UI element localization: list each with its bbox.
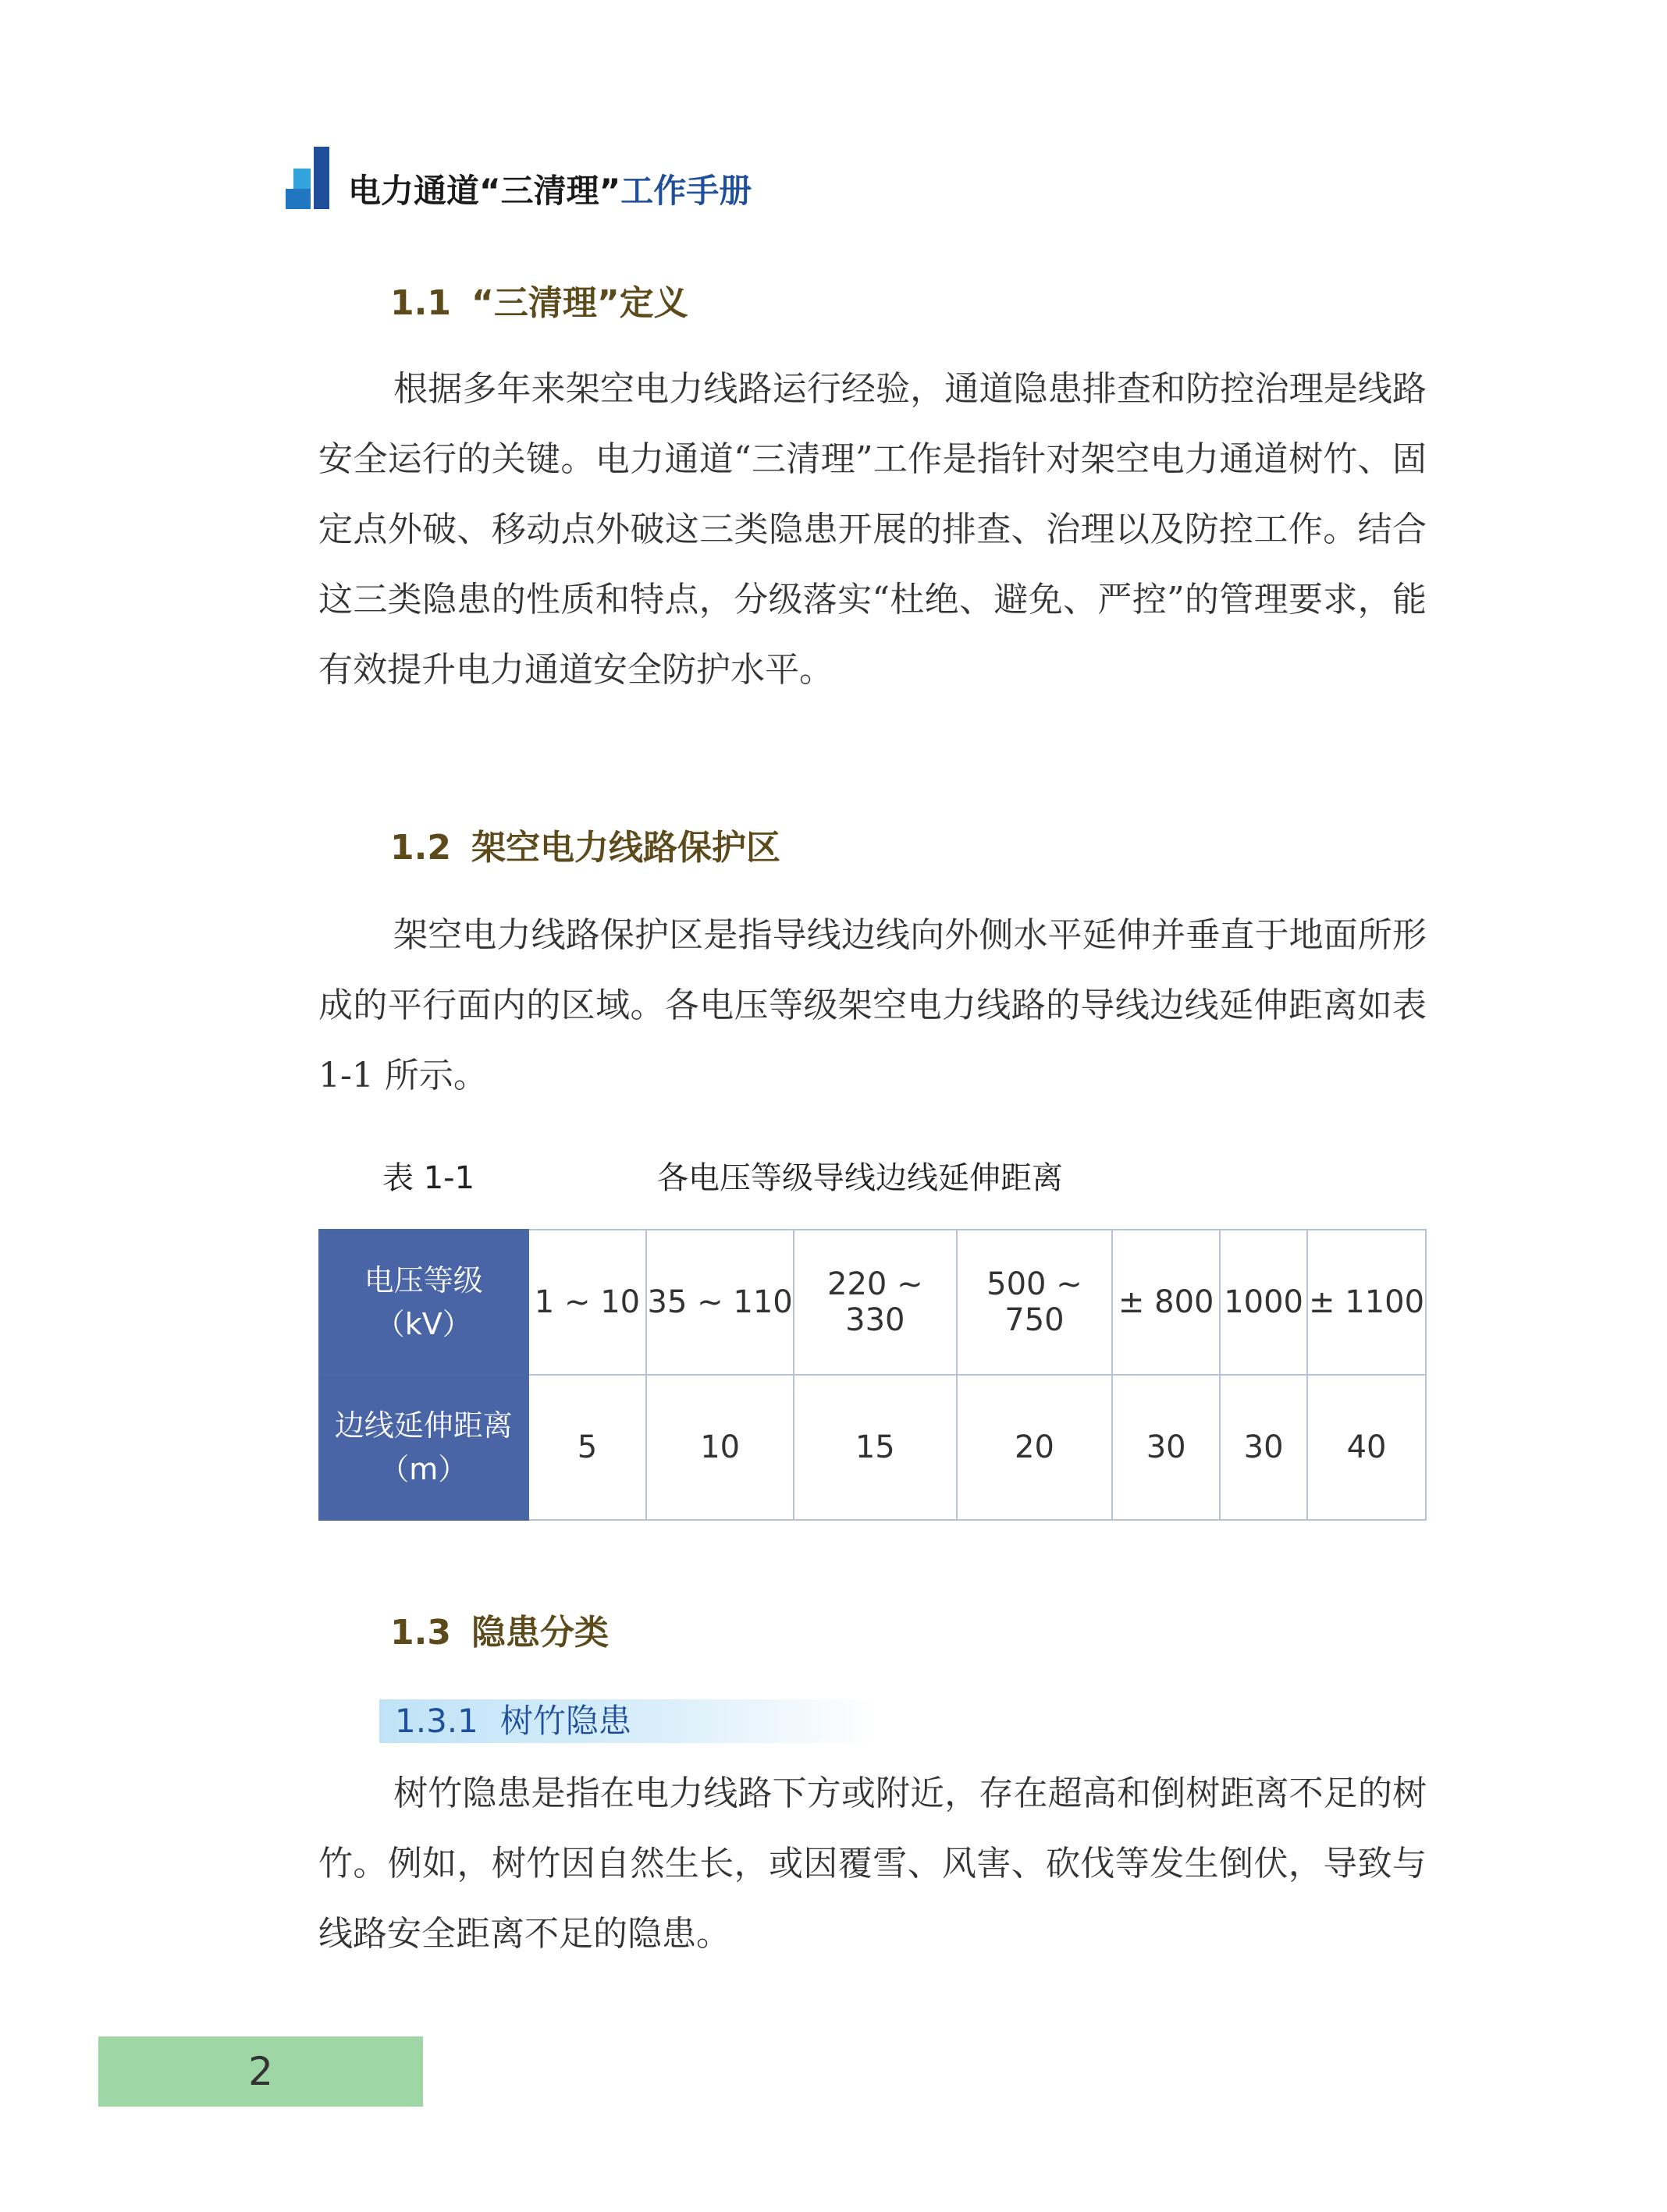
section-title: 隐患分类: [471, 1613, 609, 1653]
section-title: 架空电力线路保护区: [471, 828, 780, 868]
row-header-line: 电压等级: [364, 1263, 483, 1298]
subsection-heading-1-3-1: [395, 1699, 631, 1743]
paragraph-tree-hazard: [318, 1759, 1427, 1969]
row-header-unit: （m）: [379, 1452, 468, 1486]
row-header-unit: （kV）: [375, 1307, 472, 1341]
table-cell: 10: [646, 1375, 794, 1520]
paragraph-definition: [318, 354, 1427, 705]
section-heading-1-1: [390, 275, 688, 325]
voltage-distance-table: [318, 1229, 1427, 1521]
table-row-voltage: [319, 1230, 1426, 1375]
page-number-box: [98, 2036, 423, 2107]
header-logo: [286, 147, 329, 209]
header-title-sub: 工作手册: [620, 172, 752, 210]
section-heading-1-2: [390, 819, 780, 869]
table-cell: 40: [1307, 1375, 1426, 1520]
running-header-title: [348, 165, 752, 212]
paragraph-text: 架空电力线路保护区是指导线边线向外侧水平延伸并垂直于地面所形成的平行面内的区域。各电压等级架空电力线路的导线边线延伸距离如表 1-1 所示。: [318, 915, 1427, 1095]
paragraph-protection-zone: [318, 900, 1427, 1111]
table-cell: 30: [1112, 1375, 1220, 1520]
subsection-number: 1.3.1: [395, 1702, 478, 1740]
table-cell: 5: [528, 1375, 647, 1520]
table-cell: 500 ~ 750: [957, 1230, 1113, 1375]
paragraph-text: 树竹隐患是指在电力线路下方或附近，存在超高和倒树距离不足的树竹。例如，树竹因自然生长，或因覆雪、风害、砍伐等发生倒伏，导致与线路安全距离不足的隐患。: [318, 1774, 1427, 1954]
table-cell: 35 ~ 110: [646, 1230, 794, 1375]
table-cell: ± 1100: [1307, 1230, 1426, 1375]
logo-bar-tall: [314, 147, 329, 209]
table-cell: 1 ~ 10: [528, 1230, 647, 1375]
table-caption-label: 表 1-1: [382, 1160, 475, 1196]
paragraph-text: 根据多年来架空电力线路运行经验，通道隐患排查和防控治理是线路安全运行的关键。电力通道“三清理”工作是指针对架空电力通道树竹、固定点外破、移动点外破这三类隐患开展的排查、治理以及防控工作。结合这三类隐患的性质和特点，分级落实“杜绝、避免、严控”的管理要求，能有效提升电力通道安全防护水平。: [318, 369, 1427, 690]
table-cell: 15: [794, 1375, 957, 1520]
section-title: “三清理”定义: [471, 283, 688, 323]
row-header-voltage: [319, 1230, 528, 1375]
page-number: 2: [248, 2049, 273, 2094]
table-row-distance: [319, 1375, 1426, 1520]
table-cell: 220 ~ 330: [794, 1230, 957, 1375]
row-header-line: 边线延伸距离: [334, 1408, 513, 1443]
header-title-main: 电力通道“三清理”: [348, 172, 621, 210]
table-cell: 30: [1220, 1375, 1307, 1520]
table-cell: 1000: [1220, 1230, 1307, 1375]
table-caption-title: 各电压等级导线边线延伸距离: [657, 1160, 1063, 1196]
section-number: 1.2: [390, 828, 451, 868]
subsection-title: 树竹隐患: [499, 1702, 631, 1740]
row-header-distance: [319, 1375, 528, 1520]
section-heading-1-3: [390, 1604, 609, 1654]
logo-square-light: [293, 169, 311, 189]
table-cell: ± 800: [1112, 1230, 1220, 1375]
logo-square-mid: [286, 189, 311, 209]
section-number: 1.1: [390, 283, 451, 323]
section-number: 1.3: [390, 1613, 451, 1653]
table-cell: 20: [957, 1375, 1113, 1520]
